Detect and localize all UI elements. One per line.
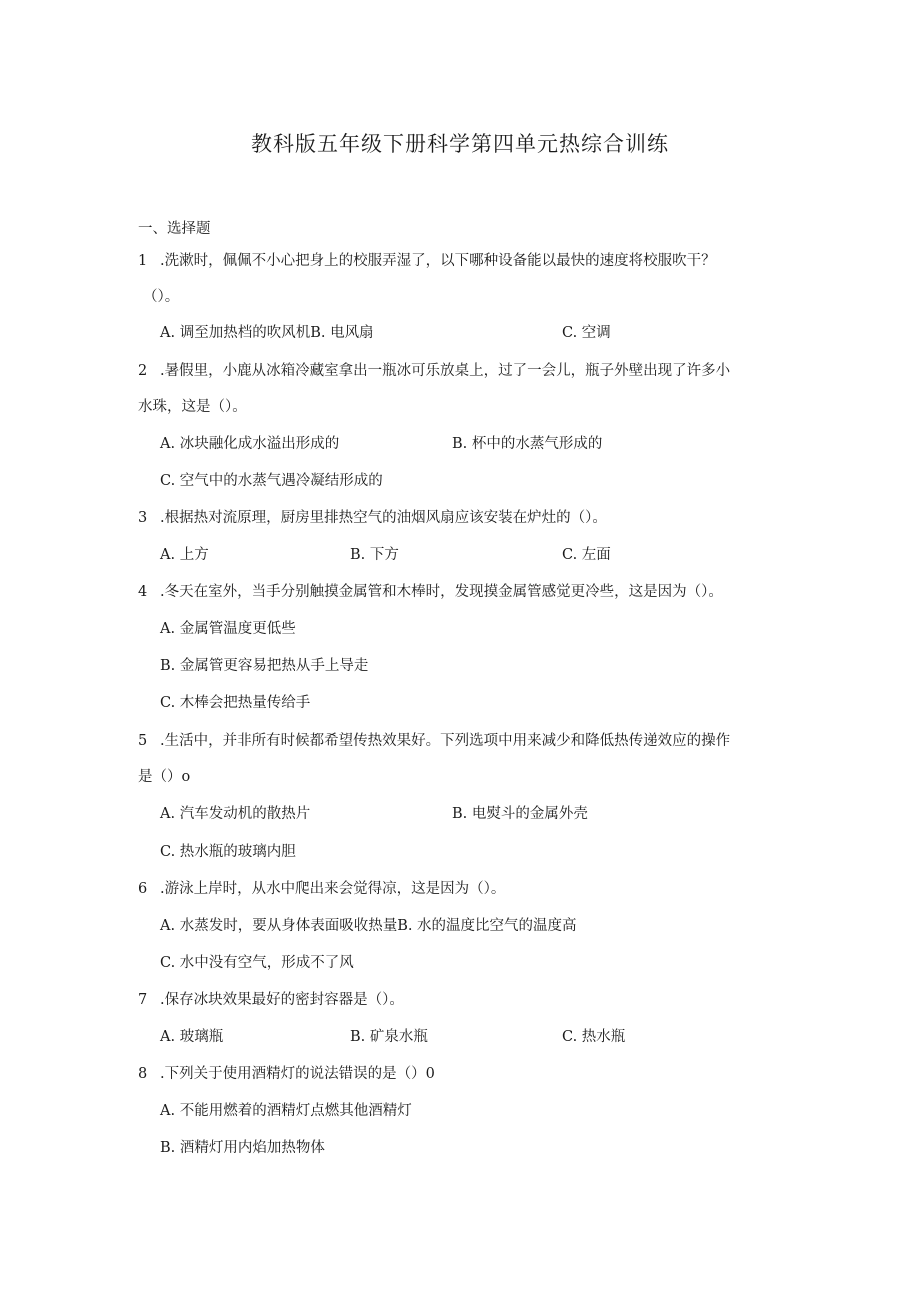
question-text: .游泳上岸时，从水中爬出来会觉得凉，这是因为（）。 [160,881,506,897]
question-number: 6 [138,881,148,897]
q4-option-c: C. 木棒会把热量传给手 [160,695,311,711]
question-text: .生活中，并非所有时候都希望传热效果好。下列选项中用来减少和降低热传递效应的操作 [160,733,731,749]
q2-option-c: C. 空气中的水蒸气遇冷凝结形成的 [160,473,383,489]
q2-option-a: A. 冰块融化成水溢出形成的 [160,436,340,452]
question-number: 1 [138,253,148,269]
question-number: 2 [138,363,148,379]
q5-option-a: A. 汽车发动机的散热片 [160,806,311,822]
question-5 [138,731,730,751]
question-number: 7 [138,992,148,1008]
question-number: 5 [138,733,148,749]
q5-option-b: B. 电熨斗的金属外壳 [452,806,588,822]
q7-option-a: A. 玻璃瓶 [160,1029,224,1045]
question-1 [138,251,716,271]
page-title: 教科版五年级下册科学第四单元热综合训练 [251,132,669,156]
q6-option-ab: A. 水蒸发时，要从身体表面吸收热量B. 水的温度比空气的温度高 [160,918,577,934]
question-number: 8 [138,1066,148,1082]
q3-option-c: C. 左面 [562,547,611,563]
question-text: .下列关于使用酒精灯的说法错误的是（）0 [160,1066,435,1082]
question-8 [138,1064,435,1084]
q5-option-c: C. 热水瓶的玻璃内胆 [160,844,296,860]
q1-option-ab: A. 调至加热档的吹风机B. 电风扇 [160,325,374,341]
q1-option-c: C. 空调 [562,325,611,341]
question-text: .冬天在室外，当手分别触摸金属管和木棒时，发现摸金属管感觉更冷些，这是因为（）。 [160,584,723,600]
q6-option-c: C. 水中没有空气，形成不了风 [160,955,354,971]
section-heading: 一、选择题 [138,221,211,237]
q3-option-b: B. 下方 [350,547,399,563]
question-6 [138,879,505,899]
question-3 [138,508,607,528]
question-text: .洗漱时，佩佩不小心把身上的校服弄湿了，以下哪种设备能以最快的速度将校服吹干？ [160,253,716,269]
question-2 [138,361,730,381]
question-text: .暑假里，小鹿从冰箱冷藏室拿出一瓶冰可乐放桌上，过了一会儿，瓶子外壁出现了许多小 [160,363,731,379]
q3-option-a: A. 上方 [160,547,209,563]
q7-option-b: B. 矿泉水瓶 [350,1029,428,1045]
question-number: 4 [138,584,148,600]
question-number: 3 [138,510,148,526]
q8-option-b: B. 酒精灯用内焰加热物体 [160,1140,325,1156]
question-2-continuation: 水珠，这是（）。 [138,399,247,415]
q8-option-a: A. 不能用燃着的酒精灯点燃其他酒精灯 [160,1103,412,1119]
question-text: .保存冰块效果最好的密封容器是（）。 [160,992,404,1008]
q4-option-a: A. 金属管温度更低些 [160,621,296,637]
q7-option-c: C. 热水瓶 [562,1029,626,1045]
question-5-continuation: 是（）o [138,769,191,785]
question-1-continuation: （）。 [143,289,180,305]
q2-option-b: B. 杯中的水蒸气形成的 [452,436,603,452]
question-4 [138,582,723,602]
question-text: .根据热对流原理，厨房里排热空气的油烟风扇应该安装在炉灶的（）。 [160,510,607,526]
q4-option-b: B. 金属管更容易把热从手上导走 [160,658,369,674]
question-7 [138,990,404,1010]
